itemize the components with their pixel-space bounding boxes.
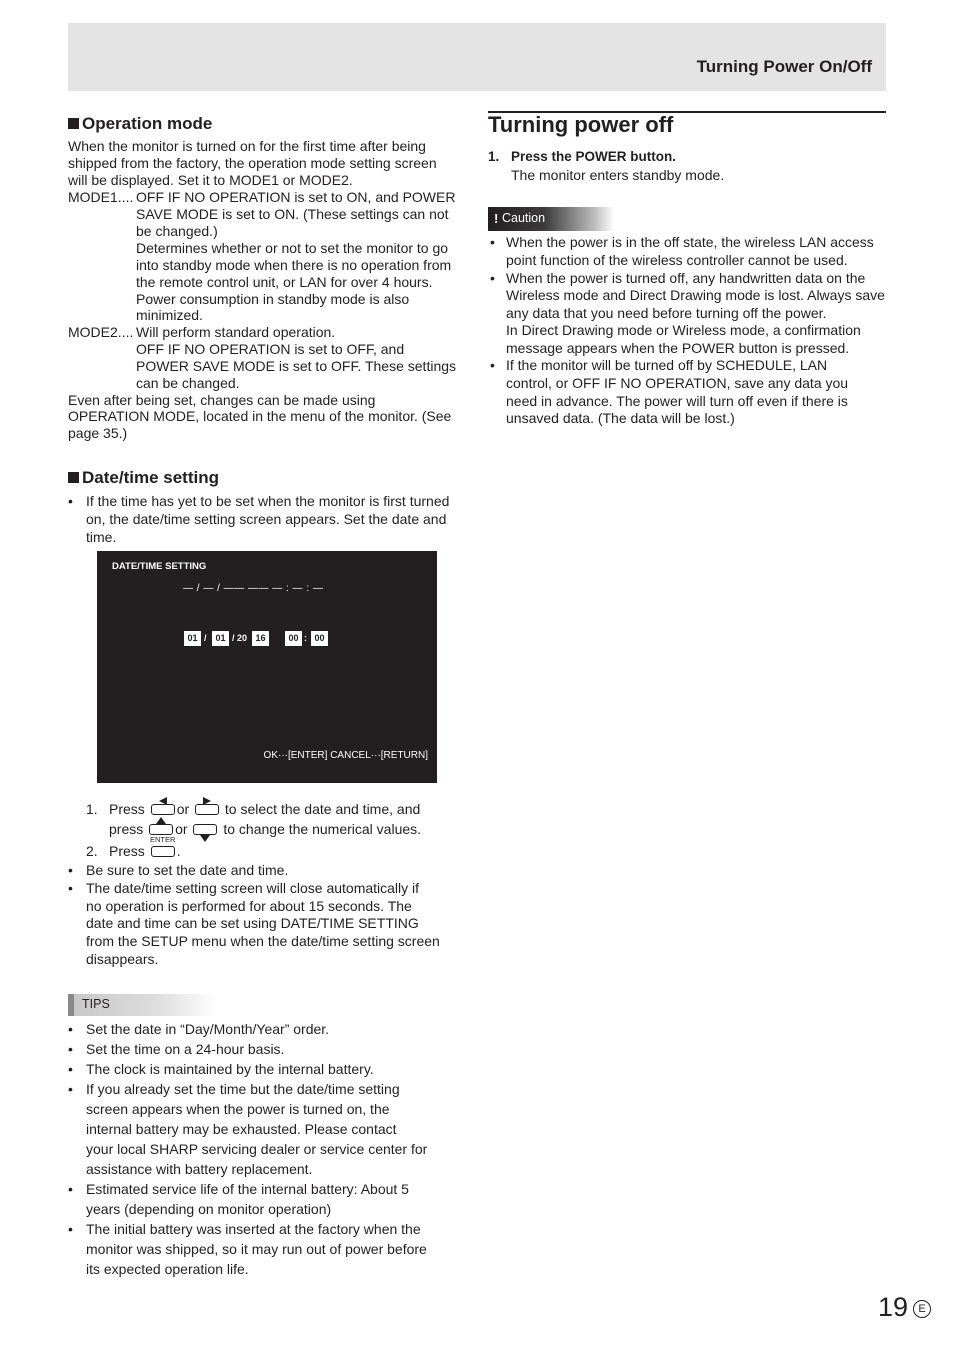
op-outro-line: OPERATION MODE, located in the menu of the monitor. (See (68, 408, 452, 424)
tip-line: The initial battery was inserted at the factory when the (86, 1221, 421, 1237)
step-number: 2. (86, 843, 98, 859)
up-arrow-icon (156, 817, 166, 824)
screen-title: DATE/TIME SETTING (112, 561, 207, 572)
caution-line: unsaved data. (The data will be lost.) (506, 410, 735, 426)
or-text: or (175, 821, 188, 837)
caution-line: When the power is in the off state, the wireless LAN access (506, 234, 874, 250)
caution-line: In Direct Drawing mode or Wireless mode, a confirmation (506, 322, 861, 338)
mode1-line: into standby mode when there is no operation from (136, 257, 452, 273)
step1-text: to select the date and time, and (224, 801, 421, 817)
caution-line: If the monitor will be turned off by SCHEDULE, LAN (506, 357, 828, 373)
year-field: 16 (252, 631, 269, 646)
step1-text: Press (109, 801, 145, 817)
op-intro-line: shipped from the factory, the operation mode setting screen (68, 155, 437, 171)
enter-key-label: ENTER (149, 835, 176, 844)
tip-line: years (depending on monitor operation) (86, 1201, 332, 1217)
dt-bullet-line: on, the date/time setting screen appears. Set the date and (86, 511, 447, 527)
power-off-title: Turning power off (488, 112, 674, 137)
tip-line: internal battery may be exhausted. Please contact (86, 1121, 397, 1137)
down-arrow-icon (200, 835, 210, 842)
bullet-dot: • (490, 357, 495, 373)
mode2-line: OFF IF NO OPERATION is set to OFF, and (136, 341, 405, 357)
mode1-line: Determines whether or not to set the monitor to go (136, 240, 449, 256)
tip-line: The clock is maintained by the internal battery. (86, 1061, 374, 1077)
step1-text: to change the numerical values. (223, 821, 422, 837)
step1-text: press (109, 821, 144, 837)
operation-mode-heading-text: Operation mode (82, 114, 213, 133)
tips-bar (68, 994, 218, 1016)
mode1-line: minimized. (136, 307, 203, 323)
square-bullet-icon (68, 472, 79, 483)
bullet-dot: • (68, 1221, 73, 1237)
up-key-icon (149, 824, 173, 835)
mode2-line: POWER SAVE MODE is set to OFF. These settings (136, 358, 457, 374)
bullet-dot: • (68, 1021, 73, 1037)
tip-line: Set the date in “Day/Month/Year” order. (86, 1021, 330, 1037)
power-off-result: The monitor enters standby mode. (511, 167, 725, 183)
or-text: or (176, 801, 190, 817)
mode1-line: SAVE MODE is set to ON. (These settings can not (136, 206, 449, 222)
bullet-dot: • (68, 1041, 73, 1057)
bullet-dot: • (68, 880, 73, 896)
tip-line: Set the time on a 24-hour basis. (86, 1041, 285, 1057)
screen-footer: OK···[ENTER] CANCEL···[RETURN] (263, 750, 428, 761)
caution-label: Caution (502, 211, 546, 225)
bullet-dot: • (68, 862, 73, 878)
square-bullet-icon (68, 118, 79, 129)
mode1-label: MODE1.... (68, 189, 134, 205)
date-separator: / 20 (232, 633, 248, 643)
tip-line: Estimated service life of the internal battery: About 5 (86, 1181, 409, 1197)
mode1-line: the remote control unit, or LAN for over 4 hours. (136, 274, 433, 290)
mode2-line: can be changed. (136, 375, 240, 391)
step-number: 1. (86, 801, 98, 817)
right-arrow-icon (203, 797, 211, 805)
mode1-line: OFF IF NO OPERATION is set to ON, and POWER (136, 189, 456, 205)
caution-line: point function of the wireless controller cannot be used. (506, 252, 848, 268)
tip-line: monitor was shipped, so it may run out of power before (86, 1241, 427, 1257)
bullet-dot: • (68, 1181, 73, 1197)
note-line: from the SETUP menu when the date/time setting screen (86, 933, 440, 949)
tip-line: screen appears when the power is turned on, the (86, 1101, 390, 1117)
op-intro-line: will be displayed. Set it to MODE1 or MODE2. (68, 172, 353, 188)
right-key-icon (195, 804, 219, 815)
note-line: date and time can be set using DATE/TIME SETTING (86, 915, 419, 931)
tip-line: assistance with battery replacement. (86, 1161, 313, 1177)
screen-placeholder-row: — / — / —— —— — : — : — (183, 583, 324, 594)
step-number: 1. (488, 149, 500, 164)
tip-line: If you already set the time but the date/time setting (86, 1081, 400, 1097)
minute-field: 00 (311, 631, 328, 646)
tips-label: TIPS (82, 997, 110, 1011)
date-time-heading-text: Date/time setting (82, 468, 219, 487)
bullet-dot: • (490, 270, 495, 286)
power-off-step: Press the POWER button. (511, 149, 677, 164)
mode1-line: be changed.) (136, 223, 218, 239)
enter-key-icon (149, 835, 176, 857)
day-field: 01 (184, 631, 201, 646)
left-key-icon (151, 804, 175, 815)
tip-line: your local SHARP servicing dealer or service center for (86, 1141, 428, 1157)
date-time-screen (97, 551, 437, 783)
caution-line: any data that you need before turning off the power. (506, 305, 827, 321)
note-line: disappears. (86, 951, 159, 967)
time-separator: : (304, 633, 307, 643)
operation-mode-heading (68, 114, 212, 134)
dt-bullet-line: time. (86, 529, 117, 545)
caution-line: message appears when the POWER button is pressed. (506, 340, 850, 356)
month-field: 01 (212, 631, 229, 646)
left-arrow-icon (159, 797, 167, 805)
mode2-line: Will perform standard operation. (136, 324, 336, 340)
exclamation-icon: ! (494, 211, 499, 226)
caution-line: When the power is turned off, any handwritten data on the (506, 270, 866, 286)
caution-line: need in advance. The power will turn off even if there is (506, 393, 848, 409)
note-line: Be sure to set the date and time. (86, 862, 289, 878)
dt-bullet-line: If the time has yet to be set when the monitor is first turned (86, 493, 450, 509)
bullet-dot: • (68, 493, 73, 509)
caution-line: Wireless mode and Direct Drawing mode is lost. Always save (506, 287, 885, 303)
section-title: Turning Power On/Off (696, 57, 872, 76)
op-outro-line: page 35.) (68, 425, 128, 441)
mode1-line: Power consumption in standby mode is also (136, 291, 410, 307)
bullet-dot: • (490, 234, 495, 250)
note-line: no operation is performed for about 15 seconds. The (86, 898, 412, 914)
note-line: The date/time setting screen will close automatically if (86, 880, 420, 896)
caution-line: control, or OFF IF NO OPERATION, save any data you (506, 375, 849, 391)
step1-line1 (109, 801, 420, 818)
caution-bar (488, 207, 614, 231)
hour-field: 00 (285, 631, 302, 646)
page-number: 19 (877, 1292, 908, 1322)
page-suffix-badge: E (913, 1300, 931, 1318)
bullet-dot: • (68, 1081, 73, 1097)
step2-end: . (176, 843, 181, 859)
mode2-label: MODE2.... (68, 324, 134, 340)
tip-line: its expected operation life. (86, 1261, 249, 1277)
date-separator: / (204, 633, 207, 643)
date-time-heading (68, 468, 219, 488)
step2-text: Press (109, 843, 145, 859)
op-outro-line: Even after being set, changes can be made using (68, 392, 376, 408)
bullet-dot: • (68, 1061, 73, 1077)
op-intro-line: When the monitor is turned on for the first time after being (68, 138, 426, 154)
down-key-icon (193, 824, 217, 835)
step2-line (109, 835, 181, 860)
